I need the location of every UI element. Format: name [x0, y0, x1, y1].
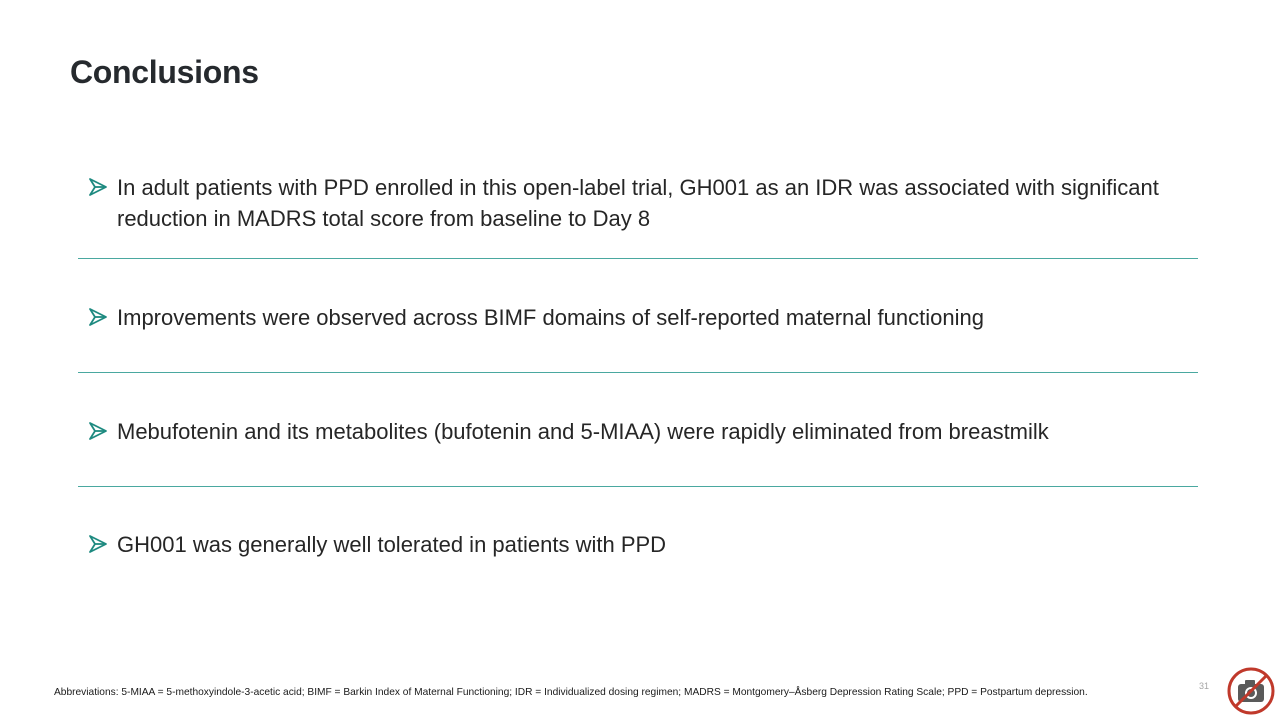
- divider: [78, 372, 1198, 373]
- bullet-item: [88, 302, 1188, 333]
- arrow-bullet-icon: [88, 421, 108, 441]
- bullet-text: In adult patients with PPD enrolled in this open-label trial, GH001 as an IDR was associated with significant reduction in MADRS total score from baseline to Day 8: [117, 175, 1159, 231]
- slide-title: Conclusions: [70, 54, 259, 90]
- divider: [78, 258, 1198, 259]
- divider: [78, 486, 1198, 487]
- arrow-bullet-icon: [88, 177, 108, 197]
- bullet-item: [88, 416, 1188, 447]
- arrow-bullet-icon: [88, 307, 108, 327]
- bullet-text: Mebufotenin and its metabolites (bufotenin and 5-MIAA) were rapidly eliminated from breastmilk: [117, 419, 1049, 444]
- bullet-item: [88, 529, 1188, 560]
- abbreviations-footnote: Abbreviations: 5-MIAA = 5-methoxyindole-3-acetic acid; BIMF = Barkin Index of Maternal Functioning; IDR = Individualized dosing regimen; MADRS = Montgomery–Åsberg Depression Rating Scale; PPD = Postpartum depression.: [54, 687, 1088, 698]
- bullet-text: GH001 was generally well tolerated in patients with PPD: [117, 532, 667, 557]
- page-number: 31: [1199, 681, 1210, 691]
- bullet-item: [88, 172, 1188, 234]
- bullet-text: Improvements were observed across BIMF domains of self-reported maternal functioning: [117, 305, 984, 330]
- arrow-bullet-icon: [88, 534, 108, 554]
- no-photography-icon: [1226, 666, 1276, 716]
